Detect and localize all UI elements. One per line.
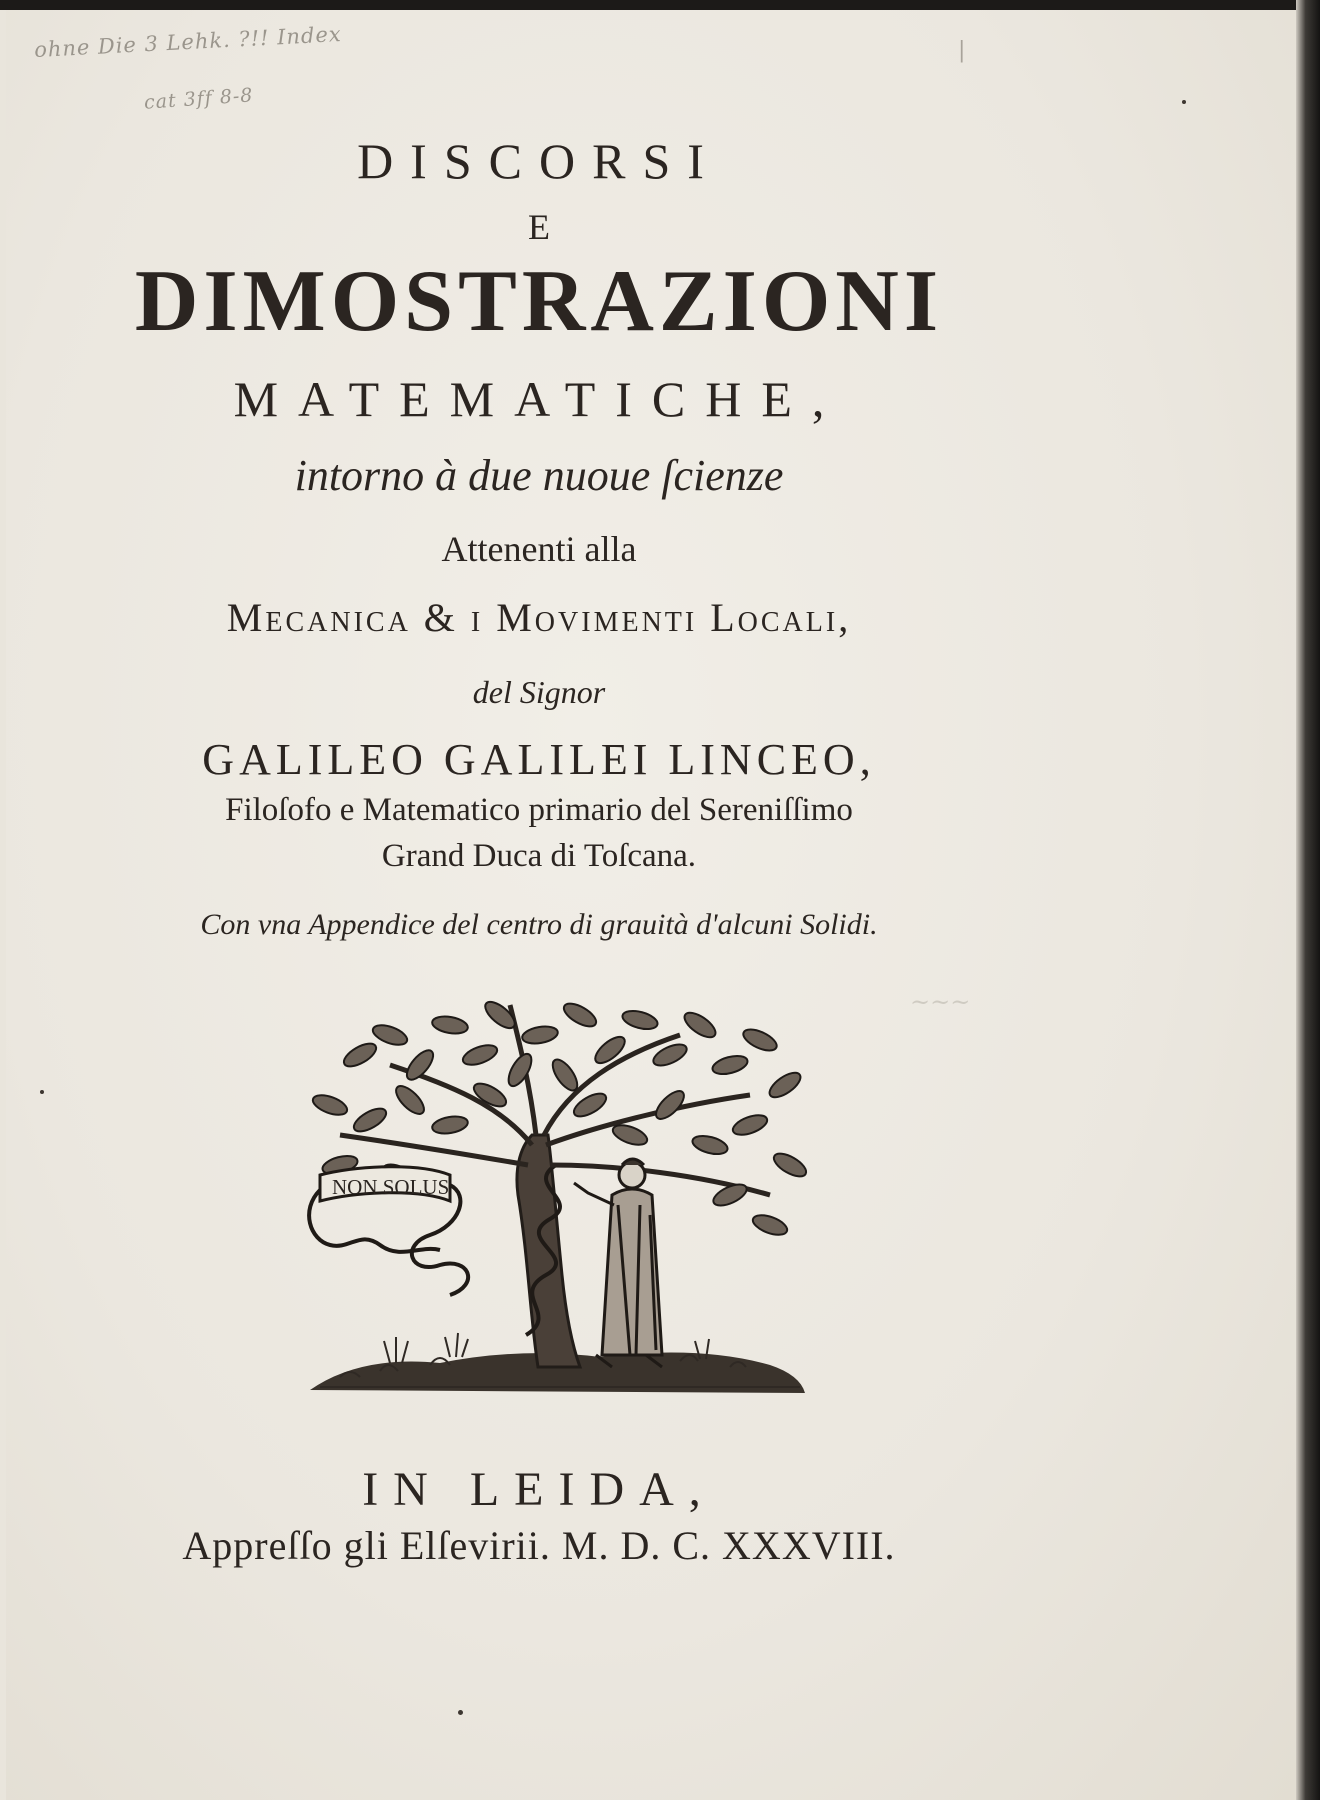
emblem-motto: NON SOLUS: [332, 1175, 450, 1199]
elzevir-tree-woodcut-icon: [300, 995, 820, 1415]
imprint-publisher-date: Appreſſo gli Elſevirii. M. D. C. XXXVIII.: [182, 1523, 896, 1568]
author-title-1: Filoſofo e Matematico primario del Sereniſſimo: [225, 792, 853, 828]
handwritten-annotation-2: cat 3ff 8-8: [143, 84, 255, 114]
ink-speck: [458, 1710, 463, 1715]
imprint-place: IN LEIDA,: [362, 1463, 716, 1516]
author-name: GALILEO GALILEI LINCEO,: [202, 735, 876, 784]
title-page: [6, 10, 1296, 1800]
title-discorsi: DISCORSI: [357, 133, 721, 189]
pencil-mark: |: [958, 38, 967, 63]
subtitle-attenenti: Attenenti alla: [441, 529, 637, 569]
title-conjunction: E: [528, 207, 550, 247]
ink-speck: [40, 1090, 44, 1094]
title-matematiche: MATEMATICHE,: [233, 371, 845, 427]
author-prefix: del Signor: [472, 674, 606, 710]
bleed-through-mark: ~~~: [910, 988, 971, 1016]
appendix-note: Con vna Appendice del centro di grauità d'alcuni Solidi.: [200, 908, 878, 941]
author-title-2: Grand Duca di Toſcana.: [381, 838, 697, 874]
title-dimostrazioni: DIMOSTRAZIONI: [134, 253, 944, 350]
subtitle-mecanica: Mecanica & i Movimenti Locali,: [226, 595, 852, 640]
scan-right-border: [1296, 0, 1320, 1800]
ink-speck: [1182, 100, 1186, 104]
handwritten-annotation: ohne Die 3 Lehk. ?!! Index: [33, 21, 343, 63]
subtitle-nuove-scienze: intorno à due nuoue ſcienze: [294, 451, 784, 500]
scan-top-border: [0, 0, 1320, 10]
